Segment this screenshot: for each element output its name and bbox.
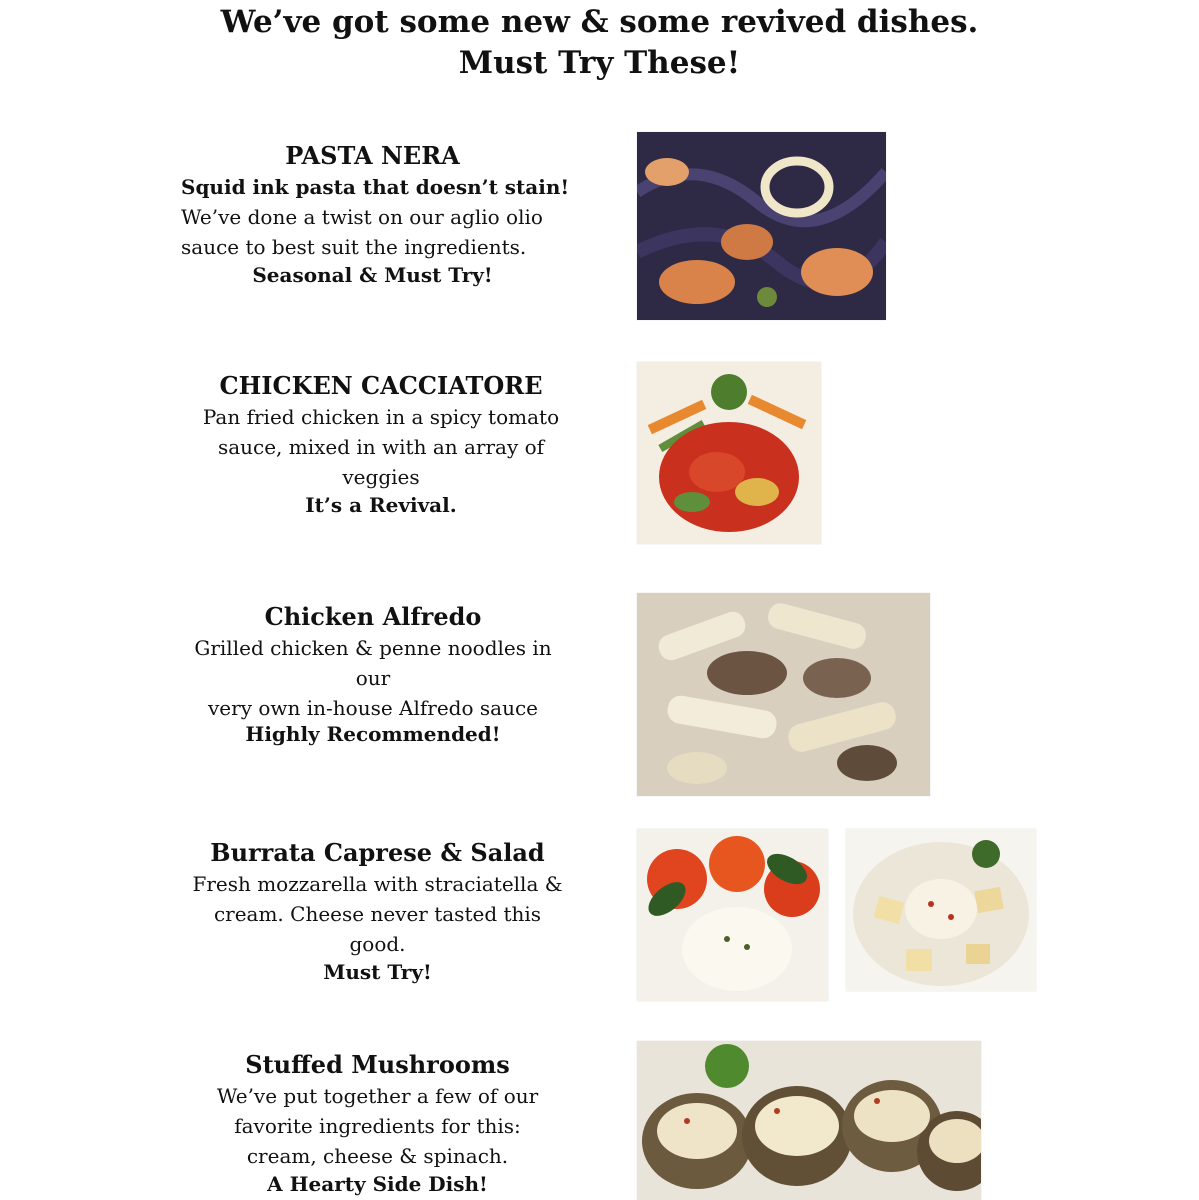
dish-description-line: sauce, mixed in with an array of: [217, 435, 545, 459]
dish-tag: Seasonal & Must Try!: [252, 263, 493, 287]
chicken-cacciatore-photo: [637, 362, 821, 544]
dish-name: CHICKEN CACCIATORE: [219, 371, 543, 400]
dish-name: PASTA NERA: [285, 141, 460, 170]
dish-description-line: Squid ink pasta that doesn’t stain!: [181, 175, 570, 199]
stuffed-mushrooms-photo: [637, 1041, 981, 1200]
dish-description-line: cream. Cheese never tasted this: [213, 902, 542, 926]
dish-name: Stuffed Mushrooms: [245, 1050, 510, 1079]
dish-description-line: Pan fried chicken in a spicy tomato: [202, 405, 560, 429]
burrata-caprese-photo: [637, 829, 828, 1001]
dish-tag: A Hearty Side Dish!: [267, 1172, 488, 1196]
dish-description-line: Grilled chicken & penne noodles in our: [194, 636, 552, 690]
dish-description-line: Fresh mozzarella with straciatella &: [192, 872, 563, 896]
burrata-salad-photo: [846, 829, 1036, 991]
dish-tag: It’s a Revival.: [305, 493, 457, 517]
dish-pasta-nera: [175, 140, 570, 288]
dish-name: Burrata Caprese & Salad: [210, 838, 545, 867]
dish-description-line: veggies: [342, 465, 420, 489]
dish-stuffed-mushrooms: [190, 1049, 565, 1197]
header-line-1: We’ve got some new & some revived dishes.: [220, 4, 979, 40]
chicken-alfredo-photo: [637, 593, 930, 796]
dish-description-line: We’ve put together a few of our: [216, 1084, 539, 1108]
dish-chicken-cacciatore: [195, 370, 567, 518]
dish-description-line: very own in-house Alfredo sauce: [208, 696, 538, 720]
dish-tag: Must Try!: [323, 960, 432, 984]
menu-header: [0, 2, 1199, 84]
dish-tag: Highly Recommended!: [245, 722, 501, 746]
dish-chicken-alfredo: [178, 601, 568, 745]
dish-description-line: cream, cheese & spinach.: [246, 1144, 509, 1168]
dish-description-line: favorite ingredients for this:: [234, 1114, 521, 1138]
dish-name: Chicken Alfredo: [264, 602, 482, 631]
squid-ink-pasta-photo: [637, 132, 886, 320]
dish-burrata-caprese: [190, 837, 565, 985]
dish-description-line: We’ve done a twist on our aglio olio: [181, 205, 543, 229]
dish-description-line: sauce to best suit the ingredients.: [181, 235, 527, 259]
header-line-2: Must Try These!: [458, 45, 741, 81]
dish-description-line: good.: [349, 932, 406, 956]
